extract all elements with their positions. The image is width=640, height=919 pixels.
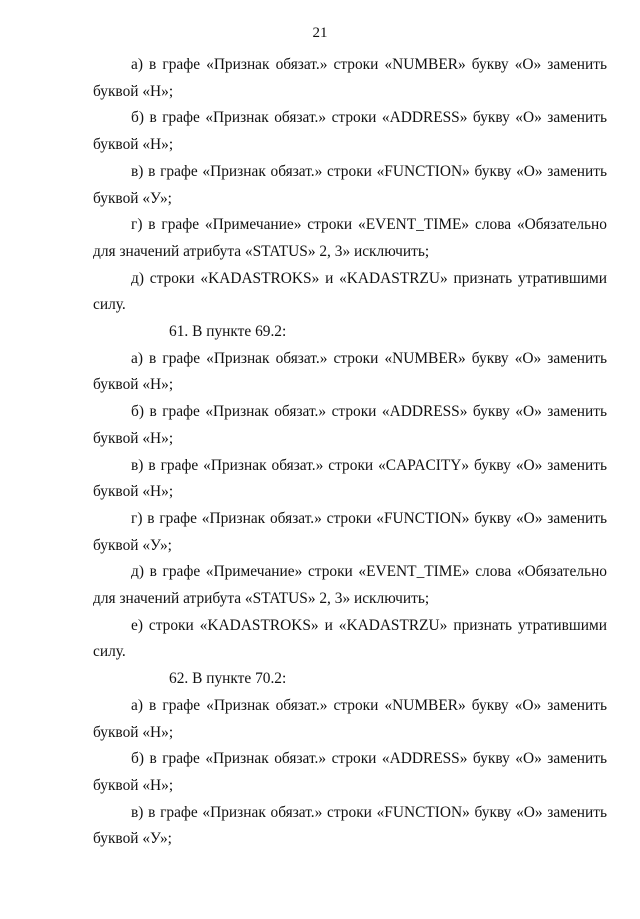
list-item-a-number: а) в графе «Признак обязат.» строки «NUMBER» букву «О» заменить буквой «Н»;	[93, 349, 607, 394]
section-number: 61.	[169, 323, 189, 341]
list-item-a-number: а) в графе «Признак обязат.» строки «NUMBER» букву «О» заменить буквой «Н»;	[93, 56, 607, 100]
list-item-v-function: в) в графе «Признак обязат.» строки «FUNCTION» букву «О» заменить буквой «У»;	[93, 162, 607, 207]
list-item-d-event-time: д) в графе «Примечание» строки «EVENT_TIME» слова «Обязательно для значений атрибута «STATUS» 2, 3» исключить;	[93, 563, 607, 608]
list-item-v-function: в) в графе «Признак обязат.» строки «FUNCTION» букву «О» заменить буквой «У»;	[93, 803, 607, 848]
list-item-v-capacity: в) в графе «Признак обязат.» строки «CAPACITY» букву «О» заменить буквой «Н»;	[93, 456, 607, 501]
list-item-b-address: б) в графе «Признак обязат.» строки «ADDRESS» букву «О» заменить буквой «Н»;	[93, 750, 607, 794]
page-number: 21	[312, 25, 328, 41]
list-item-a-number: а) в графе «Признак обязат.» строки «NUMBER» букву «О» заменить буквой «Н»;	[93, 696, 607, 741]
section-heading-62	[93, 666, 607, 693]
section-title: В пункте 70.2:	[192, 670, 287, 688]
list-item-b-address: б) в графе «Признак обязат.» строки «ADDRESS» букву «О» заменить буквой «Н»;	[93, 109, 607, 154]
list-item-b-address: б) в графе «Признак обязат.» строки «ADDRESS» букву «О» заменить буквой «Н»;	[93, 403, 607, 447]
section-heading-61	[93, 319, 607, 346]
list-item-e-kadastr: е) строки «KADASTROKS» и «KADASTRZU» признать утратившими силу.	[93, 616, 607, 661]
section-number: 62.	[169, 670, 189, 688]
section-title: В пункте 69.2:	[192, 323, 287, 341]
list-item-g-event-time: г) в графе «Примечание» строки «EVENT_TIME» слова «Обязательно для значений атрибута «STATUS» 2, 3» исключить;	[93, 216, 607, 260]
list-item-d-kadastr: д) строки «KADASTROKS» и «KADASTRZU» признать утратившими силу.	[93, 269, 607, 314]
document-body	[93, 52, 607, 853]
list-item-g-function: г) в графе «Признак обязат.» строки «FUNCTION» букву «О» заменить буквой «У»;	[93, 509, 607, 554]
